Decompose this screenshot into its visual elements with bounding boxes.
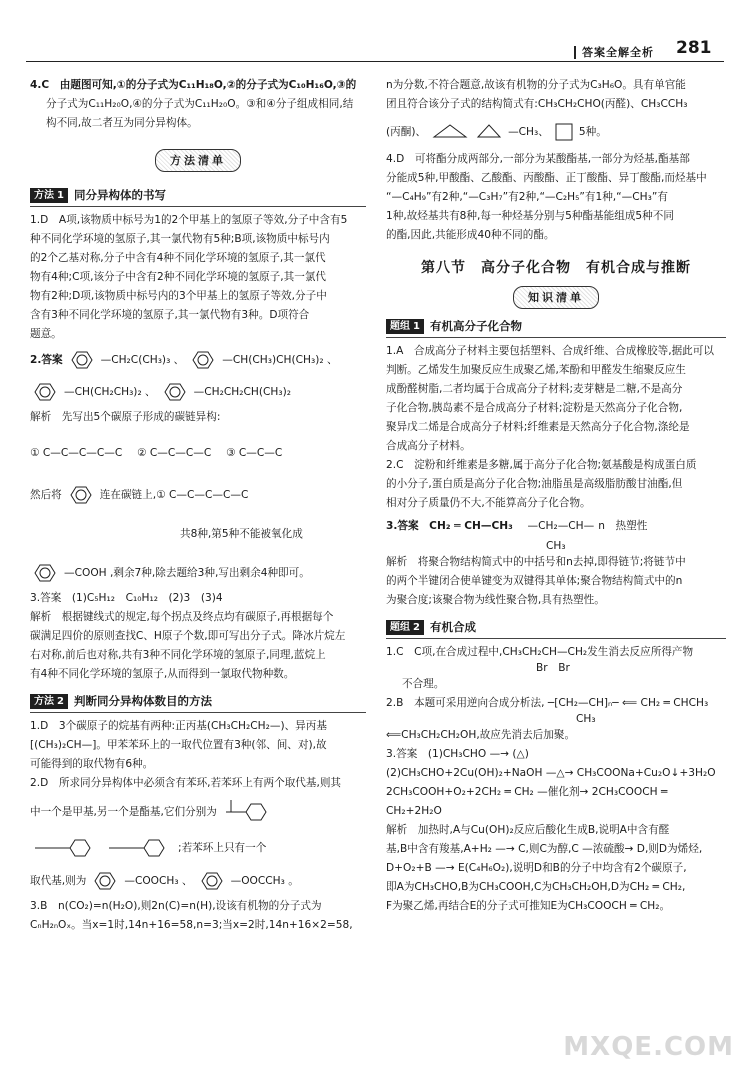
section-banner: 知识清单 <box>386 286 726 309</box>
answer-sub: CH₃ <box>576 713 596 725</box>
linking-row <box>30 479 366 511</box>
benzene-ring-icon <box>67 350 97 370</box>
ester-structure-icon <box>221 795 271 829</box>
answer-line: 成酚醛树脂,二者均属于合成高分子材料;麦芽糖是二糖,不是高分 <box>386 383 683 395</box>
answer-line: 2CH₃COOH+O₂+2CH₂ ═ CH₂ —催化剂→ 2CH₃COOCH ═ CH₂+2H₂O <box>386 786 668 817</box>
benzene-ring-icon <box>66 485 96 505</box>
method-title: 同分异构体的书写 <box>73 188 166 202</box>
answer-line: 种不同化学环境的氢原子,其一氯代物有5种;B项,该物质中标号内 <box>30 233 330 245</box>
answer-line: n为分数,不符合题意,故该有机物的分子式为C₃H₆O。具有单官能 <box>386 79 686 91</box>
answer-line: 的2个乙基对称,分子中含有4种不同化学环境的氢原子,其一氯代 <box>30 252 326 264</box>
section-banner: 方法清单 <box>30 149 366 172</box>
explanation-line: 的两个半键闭合使单键变为双键得其单体;聚合物结构简式中的n <box>386 575 683 587</box>
chapter-title: 第八节 高分子化合物 有机合成与推断 <box>421 260 691 276</box>
epoxide-icon <box>430 121 470 143</box>
explanation-line: 即A为CH₃CHO,B为CH₃COOH,C为CH₃CH₂OH,D为CH₂ ═ CH₂, <box>386 881 686 893</box>
chain-1: ① C—C—C—C—C <box>30 446 123 459</box>
ester-structure-icon <box>104 833 174 863</box>
structure-row <box>30 376 366 408</box>
answer-line: 分能成5种,甲酸酯、乙酸酯、丙酸酯、正丁酸酯、异丁酸酯,而烃基中 <box>386 172 707 184</box>
right-column <box>386 76 726 916</box>
answer-line: (2)CH₃CHO+2Cu(OH)₂+NaOH —△→ CH₃COONa+Cu₂O↓+3H₂O <box>386 767 716 779</box>
explanation-line: 解析 先写出5个碳原子形成的碳链异构: <box>30 411 221 423</box>
answer-line: 物有2种;D项,该物质中标号内的3个甲基上的氢原子等效,分子中 <box>30 290 327 302</box>
structure-row <box>30 344 366 376</box>
polymer-text: —CH₂—CH— <box>527 519 595 532</box>
explanation-line: 有4种不同化学环境的氢原子,从而得到一氯取代物种数。 <box>30 668 295 680</box>
header-divider <box>574 46 576 59</box>
polymer-sub: CH₃ <box>546 540 566 552</box>
benzene-ring-icon <box>188 350 218 370</box>
header-title: 答案全解全析 <box>582 46 654 59</box>
text: —OOCCH₃ 。 <box>230 874 299 887</box>
epoxide-icon <box>474 121 504 143</box>
eight-isomer-row <box>30 511 366 557</box>
answer-line: 团且符合该分子式的结构简式有:CH₃CH₂CHO(丙醛)、CH₃CCH₃ <box>386 98 688 110</box>
answer-line: 聚异戊二烯是合成高分子材料;纤维素是天然高分子化合物,涤纶是 <box>386 421 690 433</box>
explanation-line: 为聚合度;该聚合物为线性聚合物,具有热塑性。 <box>386 594 605 606</box>
benzene-ring-icon <box>30 382 60 402</box>
answer-line: 的小分子,蛋白质是高分子化合物;油脂虽是高级脂肪酸甘油酯,但 <box>386 478 683 490</box>
left-column <box>30 76 366 935</box>
ester-row <box>30 865 366 897</box>
text: 共8种,第5种不能被氧化成 <box>180 527 303 540</box>
answer-label: 3.答案 CH₂ ═ CH—CH₃ <box>386 519 513 532</box>
answer-line: 题意。 <box>30 328 62 340</box>
answer-line: 1.C C项,在合成过程中,CH₃CH₂CH—CH₂发生消去反应所得产物 <box>386 646 694 658</box>
explanation-line: 基,B中含有羧基,A+H₂ —→ C,则C为醇,C —浓硫酸→ D,则D为烯烃, <box>386 843 703 855</box>
ester-row <box>30 793 366 831</box>
method-heading <box>30 692 366 713</box>
text: —CH₃、 <box>508 125 549 138</box>
page-number: 281 <box>676 38 712 58</box>
answer-line: 2.D 所求同分异构体中必须含有苯环,若苯环上有两个取代基,则其 <box>30 777 342 789</box>
answer-sub: Br Br <box>536 662 570 674</box>
explanation-line: 右对称,前后也对称,共有3种不同化学环境的氢原子,同理,蓝烷上 <box>30 649 326 661</box>
group-title: 有机高分子化合物 <box>429 319 522 333</box>
answer-line: [(CH₃)₂CH—]。甲苯苯环上的一取代位置有3种(邻、间、对),故 <box>30 739 327 751</box>
substituent-text: —CH₂CH₂CH(CH₃)₂ <box>193 385 291 398</box>
polymer-row <box>386 513 726 539</box>
answer-line: 2.B 本题可采用逆向合成分析法, ─[CH₂—CH]ₙ─ ⟸ CH₂ ═ CHCH₃ <box>386 697 709 709</box>
text: 取代基,则为 <box>30 874 87 887</box>
text: —COOCH₃ 、 <box>124 874 193 887</box>
watermark: MXQE.COM <box>563 1032 734 1062</box>
text: ;若苯环上只有一个 <box>178 841 267 854</box>
answer-line: 1.A 合成高分子材料主要包括塑料、合成纤维、合成橡胶等,据此可以 <box>386 345 714 357</box>
group-title: 有机合成 <box>429 620 476 634</box>
oxetane-icon <box>553 121 575 143</box>
header-rule <box>26 61 724 62</box>
method-title: 判断同分异构体数目的方法 <box>73 694 212 708</box>
page-header <box>0 0 750 62</box>
answer-line: 判断。乙烯发生加聚反应生成聚乙烯,苯酚和甲醛发生缩聚反应生 <box>386 364 686 376</box>
substituent-text: —CH(CH₃)CH(CH₃)₂ 、 <box>222 353 338 366</box>
text: 连在碳链上,① C—C—C—C—C <box>99 488 249 501</box>
benzene-ring-icon <box>160 382 190 402</box>
answer-line: 不合理。 <box>402 678 445 690</box>
explanation-line: F为聚乙烯,再结合E的分子式可推知E为CH₃COOCH ═ CH₂。 <box>386 900 671 912</box>
answer-line: 相对分子质量仍不大,不能算高分子化合物。 <box>386 497 591 509</box>
cooh-row <box>30 557 366 589</box>
group-tag: 题组 1 <box>386 319 424 334</box>
method-tag: 方法 2 <box>30 694 68 709</box>
group-tag: 题组 2 <box>386 620 424 635</box>
benzene-ring-icon <box>30 563 60 583</box>
polymer-text: n 热塑性 <box>598 519 648 532</box>
benzene-ring-icon <box>90 871 120 891</box>
text: 5种。 <box>578 125 607 138</box>
substituent-text: —CH₂C(CH₃)₃ 、 <box>100 353 185 366</box>
answer-line: 子化合物,胰岛素不是合成高分子材料;淀粉是天然高分子化合物, <box>386 402 683 414</box>
carbon-chain-row <box>30 427 366 479</box>
answer-line: 3.答案 (1)C₅H₁₂ C₁₀H₁₂ (2)3 (3)4 <box>30 592 223 604</box>
answer-line: 含有3种不同化学环境的氢原子,其一氯代物有3种。D项符合 <box>30 309 310 321</box>
answer-line: 合成高分子材料。 <box>386 440 471 452</box>
text: —COOH ,剩余7种,除去题给3种,写出剩余4种即可。 <box>64 566 310 579</box>
answer-line: 1.D 3个碳原子的烷基有两种:正丙基(CH₃CH₂CH₂—)、异丙基 <box>30 720 327 732</box>
structure-row <box>386 114 726 150</box>
explanation-line: 解析 根据键线式的规定,每个拐点及终点均有碳原子,再根据每个 <box>30 611 334 623</box>
answer-line: CₙH₂ₙOₓ。当x=1时,14n+16=58,n=3;当x=2时,14n+16×2=58, <box>30 919 353 931</box>
explanation-line: 解析 加热时,A与Cu(OH)₂反应后酸化生成B,说明A中含有醛 <box>386 824 670 836</box>
text: (丙酮)、 <box>386 125 427 138</box>
answer-line: 的酯,因此,共能形成40种不同的酯。 <box>386 229 555 241</box>
answer-line: 可能得到的取代物有6种。 <box>30 758 154 770</box>
method-heading <box>30 186 366 207</box>
group-heading <box>386 618 726 639</box>
answer-4c-line: 4.C 由题图可知,①的分子式为C₁₁H₁₈O,②的分子式为C₁₀H₁₆O,③的 <box>30 79 357 91</box>
answer-line: 3.B n(CO₂)=n(H₂O),则2n(C)=n(H),设该有机物的分子式为 <box>30 900 322 912</box>
ester-structure-icon <box>30 833 100 863</box>
answer-line: ⟸CH₃CH₂CH₂OH,故应先消去后加聚。 <box>386 729 576 741</box>
explanation-line: 解析 将聚合物结构简式中的中括号和n去掉,即得链节;将链节中 <box>386 556 686 568</box>
method-tag: 方法 1 <box>30 188 68 203</box>
answer-label: 2.答案 <box>30 353 63 366</box>
answer-line: 4.D 可将酯分成两部分,一部分为某酸酯基,一部分为烃基,酯基部 <box>386 153 690 165</box>
answer-4c-line: 分子式为C₁₁H₂₀O,④的分子式为C₁₁H₂₀O。③和④分子组成相同,结 <box>46 98 354 110</box>
chain-2: ② C—C—C—C <box>136 446 212 459</box>
group-heading <box>386 317 726 338</box>
answer-4c-line: 构不同,故二者互为同分异构体。 <box>46 117 198 129</box>
answer-line: 1种,故烃基共有8种,每一种烃基分别与5种酯基能组成5种不同 <box>386 210 674 222</box>
substituent-text: —CH(CH₂CH₃)₂ 、 <box>64 385 156 398</box>
answer-line: 2.C 淀粉和纤维素是多糖,属于高分子化合物;氨基酸是构成蛋白质 <box>386 459 697 471</box>
ester-row <box>30 831 366 865</box>
answer-line: 1.D A项,该物质中标号为1的2个甲基上的氢原子等效,分子中含有5 <box>30 214 348 226</box>
answer-line: 3.答案 (1)CH₃CHO —→ (△) <box>386 748 529 760</box>
text: 中一个是甲基,另一个是酯基,它们分别为 <box>30 805 217 818</box>
benzene-ring-icon <box>197 871 227 891</box>
chain-3: ③ C—C—C <box>225 446 283 459</box>
text: 然后将 <box>30 488 62 501</box>
answer-line: “—C₄H₉”有2种,“—C₃H₇”有2种,“—C₂H₅”有1种,“—CH₃”有 <box>386 191 668 203</box>
answer-line: 物有4种;C项,该分子中含有2种不同化学环境的氢原子,其一氯代 <box>30 271 327 283</box>
explanation-line: D+O₂+B —→ E(C₄H₆O₂),说明D和B的分子中均含有2个碳原子, <box>386 862 687 874</box>
explanation-line: 碳满足四价的原则查找C、H原子个数,即可写出分子式。降冰片烷左 <box>30 630 346 642</box>
